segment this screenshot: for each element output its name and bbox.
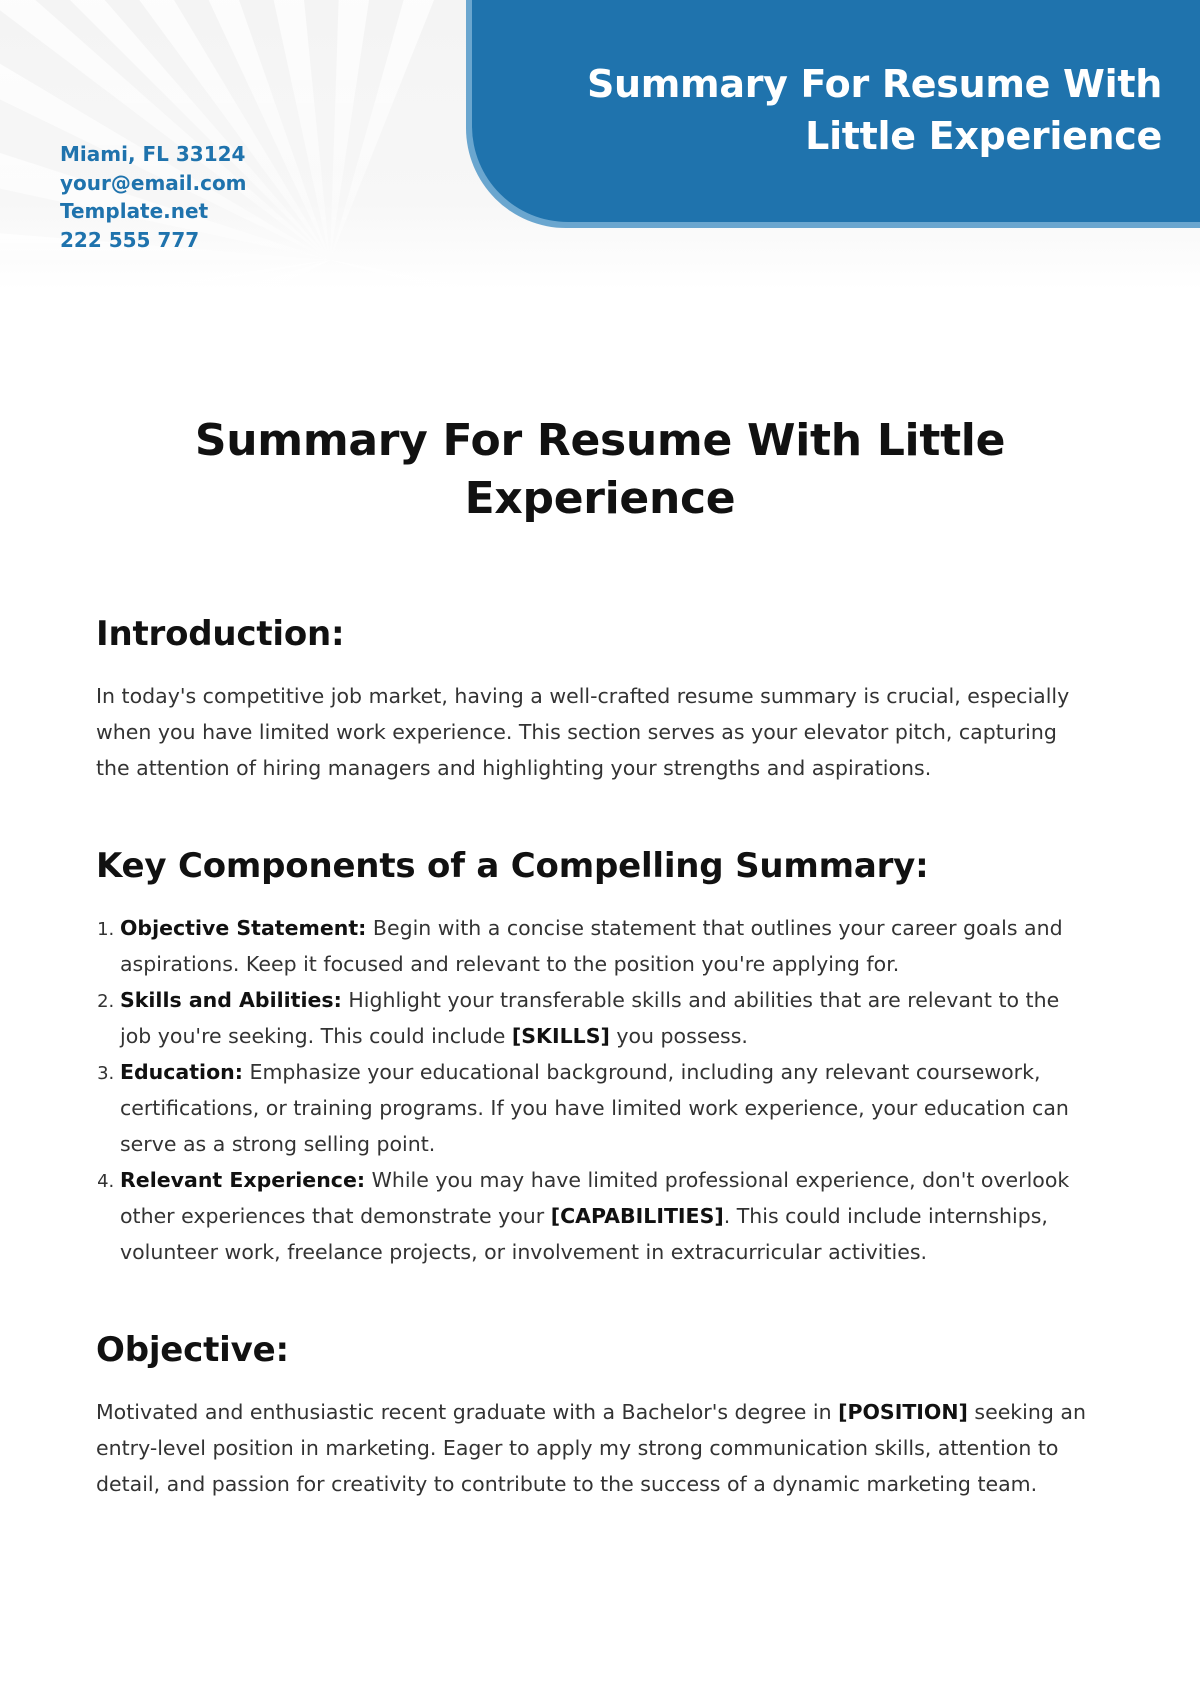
list-item [120, 910, 1080, 982]
list-item [120, 982, 1080, 1054]
list-item-label: Education: [120, 1060, 243, 1084]
introduction-heading: Introduction: [96, 614, 345, 654]
introduction-text: In today's competitive job market, having a well-crafted resume summary is crucial, especially when you have limited work experience. This section serves as your elevator pitch, capturing the attention of hiring managers and highlighting your strengths and aspirations. [96, 684, 1070, 780]
skills-placeholder: [SKILLS] [511, 1024, 610, 1048]
contact-address: Miami, FL 33124 [60, 142, 246, 166]
list-item-text: Highlight your transferable skills and abilities that are relevant to the job you're seeking. This could include [120, 988, 1060, 1048]
list-item-label: Objective Statement: [120, 916, 367, 940]
list-item [120, 1054, 1080, 1162]
contact-block [60, 140, 247, 254]
objective-text-start: Motivated and enthusiastic recent graduate with a Bachelor's degree in [96, 1400, 839, 1424]
contact-email: your@email.com [60, 170, 247, 195]
list-item [120, 1162, 1080, 1270]
list-item-text: Emphasize your educational background, including any relevant coursework, certifications, or training programs. If you have limited work experience, your education can serve as a strong selling point. [120, 1060, 1069, 1156]
objective-text [96, 1394, 1096, 1502]
objective-heading: Objective: [96, 1330, 289, 1370]
objective-text-end: seeking an entry-level position in marketing. Eager to apply my strong communication skills, attention to detail, and passion for creativity to contribute to the success of a dynamic marketing team. [96, 1400, 1086, 1496]
page-title: Summary For Resume With Little Experience [194, 415, 1006, 524]
list-item-text: While you may have limited professional experience, don't overlook other experiences that demonstrate your [120, 1168, 1070, 1228]
title-banner [472, 0, 1200, 222]
list-item-text: Begin with a concise statement that outlines your career goals and aspirations. Keep it focused and relevant to the position you're applying for. [120, 916, 1063, 976]
document-body [96, 612, 1096, 1502]
key-components-list [96, 910, 1080, 1270]
contact-website: Template.net [60, 199, 209, 223]
contact-phone: 222 555 777 [60, 227, 200, 252]
list-item-label: Skills and Abilities: [120, 988, 342, 1012]
list-item-text: . This could include internships, volunteer work, freelance projects, or involvement in extracurricular activities. [120, 1204, 1048, 1264]
banner-title: Summary For Resume With Little Experience [586, 62, 1162, 158]
position-placeholder: [POSITION] [838, 1400, 968, 1424]
list-item-text: you possess. [609, 1024, 748, 1048]
key-components-heading: Key Components of a Compelling Summary: [96, 846, 929, 886]
capabilities-placeholder: [CAPABILITIES] [550, 1204, 724, 1228]
list-item-label: Relevant Experience: [120, 1168, 366, 1192]
